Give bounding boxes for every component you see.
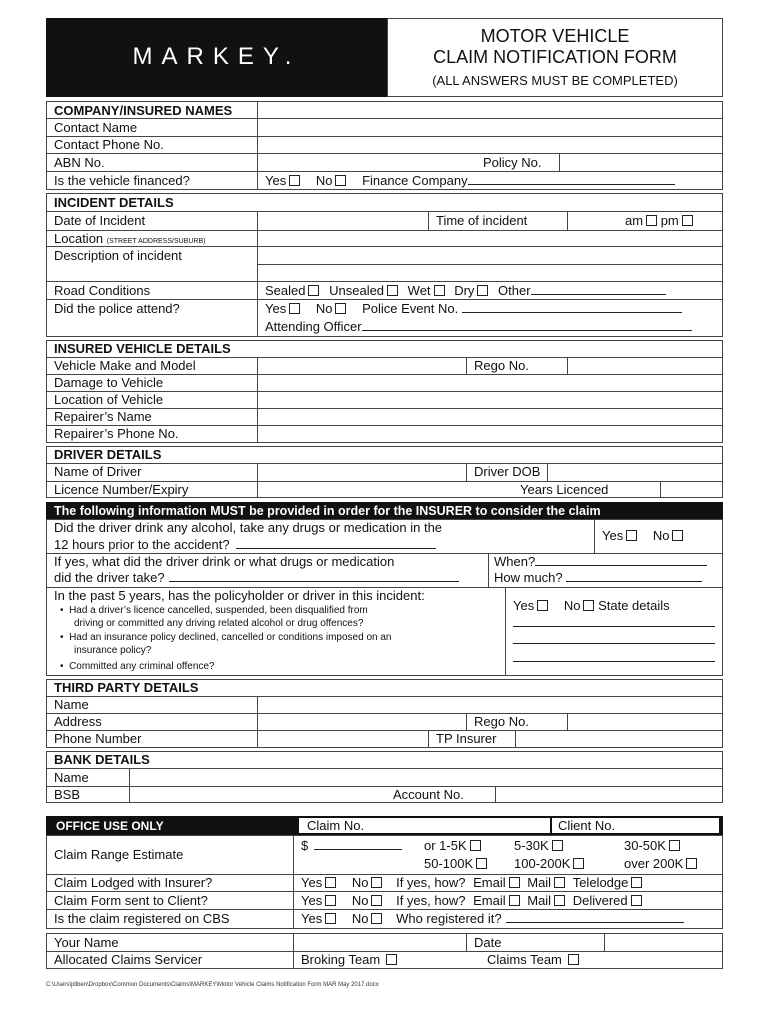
your-name-label: Your Name [54, 935, 119, 950]
dry-label: Dry [454, 283, 475, 298]
sent-how-label: If yes, how? [396, 893, 466, 908]
form-subtitle: (ALL ANSWERS MUST BE COMPLETED) [432, 73, 678, 88]
contact-phone-label: Contact Phone No. [54, 137, 164, 152]
am-label: am [625, 213, 644, 228]
who-registered-label: Who registered it? [396, 911, 502, 926]
lodged-label: Claim Lodged with Insurer? [54, 875, 213, 890]
financed-yes-label: Yes [265, 173, 287, 188]
bank-name-label: Name [54, 770, 89, 785]
state-details-label: State details [598, 598, 670, 613]
dry-checkbox[interactable] [477, 285, 488, 296]
cbs-no-label: No [351, 911, 369, 926]
location-hint: (STREET ADDRESS/SUBURB) [106, 238, 206, 245]
cbs-yes-label: Yes [301, 911, 323, 926]
other-label: Other [498, 283, 531, 298]
tp-insurer-label: TP Insurer [436, 731, 497, 746]
lodged-mail-checkbox[interactable] [554, 877, 565, 888]
range-r2 [514, 838, 563, 854]
r2-checkbox[interactable] [552, 840, 563, 851]
b1-line1: Had a driver’s licence cancelled, suspended, been disqualified from [69, 605, 368, 616]
range-dollar-row [301, 838, 402, 854]
driver-name-label: Name of Driver [54, 464, 142, 479]
range-r6 [624, 856, 697, 872]
dollar-label: $ [301, 838, 309, 853]
how-much-line[interactable] [566, 571, 702, 582]
police-options [265, 301, 682, 317]
sent-no-checkbox[interactable] [371, 895, 382, 906]
title-line2: CLAIM NOTIFICATION FORM [433, 47, 677, 67]
r6-checkbox[interactable] [686, 858, 697, 869]
lodged-email-checkbox[interactable] [509, 877, 520, 888]
police-yes-checkbox[interactable] [289, 303, 300, 314]
q3-yes-label: Yes [513, 598, 535, 613]
lodged-no-label: No [351, 875, 369, 890]
tp-address-label: Address [54, 714, 102, 729]
police-event-label: Police Event No. [362, 301, 459, 316]
repairer-name-label: Repairer’s Name [54, 409, 152, 424]
q1-options [602, 528, 683, 544]
logo-text: MARKEY. [132, 43, 301, 70]
tp-name-label: Name [54, 697, 89, 712]
wet-label: Wet [407, 283, 431, 298]
financed-options [265, 173, 675, 189]
location-text: Location [54, 231, 104, 246]
q2-line2: did the driver take? [54, 570, 165, 585]
date-signoff-label: Date [474, 935, 502, 950]
q2-line2-row [54, 570, 459, 586]
lodged-mail-label: Mail [527, 875, 552, 890]
financed-yes-checkbox[interactable] [289, 175, 300, 186]
q3-no-label: No [563, 598, 581, 613]
q1-no-checkbox[interactable] [672, 530, 683, 541]
q3-no-checkbox[interactable] [583, 600, 594, 611]
pm-label: pm [660, 213, 679, 228]
make-model-label: Vehicle Make and Model [54, 358, 196, 373]
dollar-line[interactable] [314, 839, 402, 850]
bsb-label: BSB [54, 787, 81, 802]
state-details-line-1[interactable] [513, 626, 715, 627]
broking-team-checkbox[interactable] [386, 954, 397, 965]
repairer-phone-label: Repairer’s Phone No. [54, 426, 179, 441]
q1-line1: Did the driver drink any alcohol, take any drugs or medication in the [54, 520, 443, 535]
q2-line[interactable] [169, 571, 459, 582]
lodged-how-label: If yes, how? [396, 875, 466, 890]
tp-phone-label: Phone Number [54, 731, 142, 746]
q1-yes-checkbox[interactable] [626, 530, 637, 541]
when-label: When? [494, 554, 536, 569]
cbs-label: Is the claim registered on CBS [54, 911, 230, 926]
years-licenced-label: Years Licenced [520, 482, 609, 497]
police-event-line[interactable] [462, 302, 682, 313]
when-line[interactable] [535, 555, 707, 566]
description-label: Description of incident [54, 248, 182, 263]
third-party-heading: THIRD PARTY DETAILS [54, 680, 199, 695]
am-checkbox[interactable] [646, 215, 657, 226]
q1-line2: 12 hours prior to the accident? [54, 537, 230, 552]
sent-no-label: No [351, 893, 369, 908]
lodged-options [301, 875, 642, 891]
am-pm-options [625, 213, 693, 229]
lodged-yes-checkbox[interactable] [325, 877, 336, 888]
lodged-email-label: Email [473, 875, 506, 890]
q2-line1: If yes, what did the driver drink or what drugs or medication [54, 554, 395, 569]
form-title [387, 26, 723, 91]
claims-team-checkbox[interactable] [568, 954, 579, 965]
driver-dob-label: Driver DOB [474, 464, 541, 479]
abn-label: ABN No. [54, 155, 105, 170]
office-heading: OFFICE USE ONLY [56, 819, 164, 833]
financed-label: Is the vehicle financed? [54, 173, 190, 188]
tp-rego-label: Rego No. [474, 714, 529, 729]
sent-mail-label: Mail [527, 893, 552, 908]
client-no-label: Client No. [558, 818, 616, 833]
r6-label: over 200K [624, 856, 684, 871]
r3-checkbox[interactable] [669, 840, 680, 851]
range-label: Claim Range Estimate [54, 847, 184, 862]
sent-email-checkbox[interactable] [509, 895, 520, 906]
bank-heading: BANK DETAILS [54, 752, 150, 767]
how-much-label: How much? [494, 570, 563, 585]
b1-row: • Had a driver’s licence cancelled, suspended, been disqualified from [60, 605, 368, 616]
account-no-label: Account No. [393, 787, 464, 802]
when-row [494, 554, 707, 570]
licence-label: Licence Number/Expiry [54, 482, 189, 497]
telelodge-label: Telelodge [572, 875, 629, 890]
road-conditions-options [265, 283, 666, 299]
broking-team-label: Broking Team [301, 952, 381, 967]
financed-no-label: No [315, 173, 333, 188]
police-label: Did the police attend? [54, 301, 180, 316]
how-much-row [494, 570, 702, 586]
police-no-checkbox[interactable] [335, 303, 346, 314]
attending-officer-row [265, 319, 692, 335]
other-line[interactable] [531, 284, 666, 295]
time-label: Time of incident [436, 213, 528, 228]
contact-name-label: Contact Name [54, 120, 138, 135]
police-no-label: No [315, 301, 333, 316]
wet-checkbox[interactable] [434, 285, 445, 296]
incident-heading: INCIDENT DETAILS [54, 195, 174, 210]
logo [46, 43, 387, 71]
insurer-banner-text: The following information MUST be provided in order for the INSURER to consider the claim [54, 504, 601, 518]
b3-line: Committed any criminal offence? [69, 661, 215, 672]
b1-line2: driving or committed any driving related alcohol or drug offences? [74, 618, 364, 629]
policy-no-label: Policy No. [483, 155, 542, 170]
vehicle-rego-label: Rego No. [474, 358, 529, 373]
sent-mail-checkbox[interactable] [554, 895, 565, 906]
range-r1 [424, 838, 481, 854]
finance-company-label: Finance Company [362, 173, 468, 188]
vehicle-location-label: Location of Vehicle [54, 392, 164, 407]
cbs-yes-checkbox[interactable] [325, 913, 336, 924]
police-yes-label: Yes [265, 301, 287, 316]
r4-label: 50-100K [424, 856, 474, 871]
date-label: Date of Incident [54, 213, 146, 228]
r1-label: or 1-5K [424, 838, 467, 853]
damage-label: Damage to Vehicle [54, 375, 164, 390]
vehicle-heading: INSURED VEHICLE DETAILS [54, 341, 231, 356]
q1-line[interactable] [236, 538, 436, 549]
delivered-checkbox[interactable] [631, 895, 642, 906]
q1-no-label: No [652, 528, 670, 543]
q3-options [513, 598, 670, 614]
unsealed-checkbox[interactable] [387, 285, 398, 296]
footer-path: C:\Users\jdiben\Dropbox\Common Documents\Claims\MARKEY\Motor Vehicle Claims Notification Form MAR May 2017.docx [46, 982, 379, 988]
state-details-line-3[interactable] [513, 661, 715, 662]
road-conditions-label: Road Conditions [54, 283, 151, 298]
financed-no-checkbox[interactable] [335, 175, 346, 186]
sent-options [301, 893, 642, 909]
claim-no-label: Claim No. [307, 818, 365, 833]
unsealed-label: Unsealed [329, 283, 385, 298]
q1-line2-row [54, 537, 436, 553]
title-line1: MOTOR VEHICLE [480, 26, 630, 46]
state-details-line-2[interactable] [513, 643, 715, 644]
range-r4 [424, 856, 487, 872]
q1-yes-label: Yes [602, 528, 624, 543]
b2-row: • Had an insurance policy declined, cancelled or conditions imposed on an [60, 632, 392, 643]
r4-checkbox[interactable] [476, 858, 487, 869]
sent-yes-checkbox[interactable] [325, 895, 336, 906]
r5-checkbox[interactable] [573, 858, 584, 869]
b2-line2: insurance policy? [74, 645, 152, 656]
sent-yes-label: Yes [301, 893, 323, 908]
sent-email-label: Email [473, 893, 506, 908]
claims-team-label: Claims Team [487, 952, 562, 967]
finance-company-line[interactable] [468, 174, 675, 185]
pm-checkbox[interactable] [682, 215, 693, 226]
broking-team-option [301, 952, 397, 968]
r3-label: 30-50K [624, 838, 666, 853]
range-r5 [514, 856, 584, 872]
company-heading: COMPANY/INSURED NAMES [54, 103, 233, 118]
sealed-checkbox[interactable] [308, 285, 319, 296]
q3-label: In the past 5 years, has the policyholder or driver in this incident: [54, 588, 425, 603]
range-r3 [624, 838, 680, 854]
r2-label: 5-30K [514, 838, 549, 853]
r5-label: 100-200K [514, 856, 571, 871]
who-registered-line[interactable] [506, 912, 684, 923]
lodged-yes-label: Yes [301, 875, 323, 890]
lodged-no-checkbox[interactable] [371, 877, 382, 888]
q3-yes-checkbox[interactable] [537, 600, 548, 611]
sent-label: Claim Form sent to Client? [54, 893, 208, 908]
driver-heading: DRIVER DETAILS [54, 447, 162, 462]
claims-team-option [487, 952, 579, 968]
delivered-label: Delivered [572, 893, 628, 908]
sealed-label: Sealed [265, 283, 306, 298]
b3-row: • Committed any criminal offence? [60, 661, 215, 672]
cbs-options [301, 911, 684, 927]
attending-officer-line[interactable] [362, 320, 692, 331]
b2-line1: Had an insurance policy declined, cancelled or conditions imposed on an [69, 632, 392, 643]
cbs-no-checkbox[interactable] [371, 913, 382, 924]
attending-officer-label: Attending Officer [265, 319, 362, 334]
r1-checkbox[interactable] [470, 840, 481, 851]
servicer-label: Allocated Claims Servicer [54, 952, 203, 967]
telelodge-checkbox[interactable] [631, 877, 642, 888]
